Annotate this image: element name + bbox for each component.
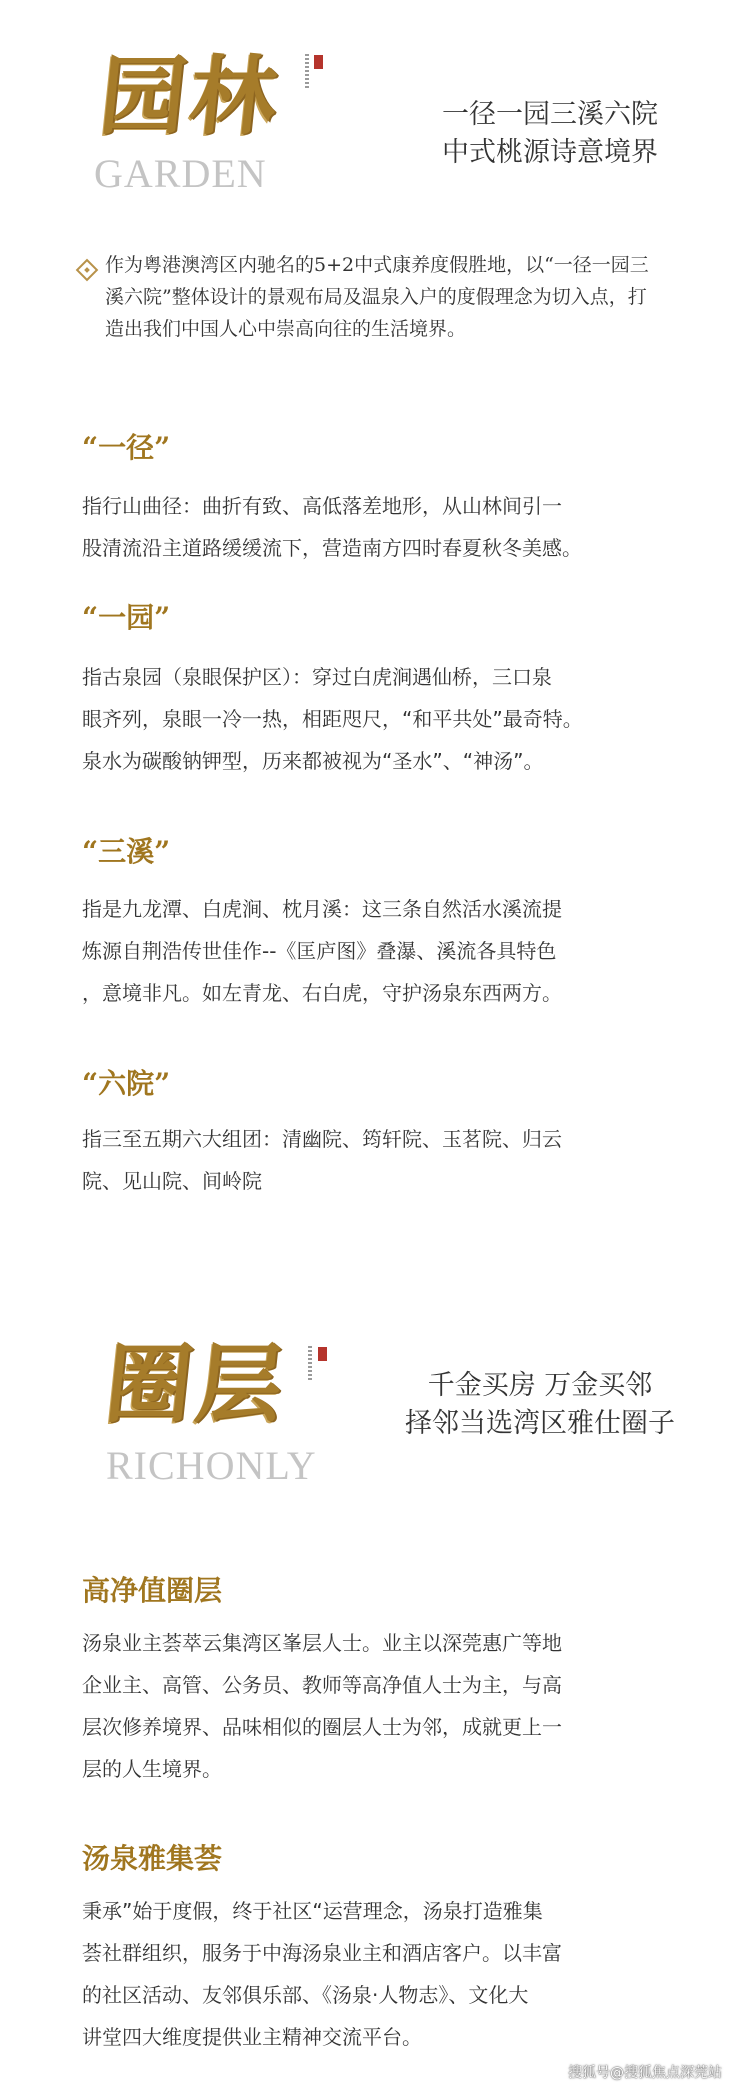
text-line: 荟社群组织，服务于中海汤泉业主和酒店客户。以丰富	[82, 1941, 562, 1965]
text-line: 院、见山院、间岭院	[82, 1169, 262, 1193]
section-heading-yijing: “一径”	[82, 431, 171, 464]
richonly-calligraphy-title: 圈层	[100, 1334, 292, 1435]
text-line: 泉水为碳酸钠钾型，历来都被视为“圣水”、“神汤”。	[82, 749, 544, 773]
section-heading-sanxi: “三溪”	[82, 835, 171, 868]
garden-intro: 作为粤港澳湾区内驰名的5+2中式康养度假胜地，以“一径一园三溪六院”整体设计的景观布局及温泉入户的度假理念为切入点，打造出我们中国人心中崇高向往的生活境界。	[105, 254, 649, 340]
richonly-tagline-line-1: 千金买房 万金买邻	[427, 1370, 653, 1401]
diamond-bullet-icon	[76, 259, 99, 282]
text-line: 讲堂四大维度提供业主精神交流平台。	[82, 2025, 422, 2049]
section-body-liuyuan	[82, 1118, 692, 1202]
richonly-english-title: RICHONLY	[106, 1443, 317, 1488]
red-seal-icon	[318, 1347, 327, 1361]
vertical-text-mark	[305, 54, 309, 88]
text-line: 眼齐列，泉眼一冷一热，相距咫尺，“和平共处”最奇特。	[82, 707, 583, 731]
section-body-yijing	[82, 485, 682, 569]
text-line: 炼源自荆浩传世佳作--《匡庐图》叠瀑、溪流各具特色	[82, 939, 557, 963]
vertical-text-mark	[308, 1346, 312, 1380]
section-heading-liuyuan: “六院”	[82, 1067, 171, 1100]
section-heading-yajihui: 汤泉雅集荟	[82, 1842, 223, 1875]
text-line: 汤泉业主荟萃云集湾区峯层人士。业主以深莞惠广等地	[82, 1631, 562, 1655]
text-line: 层次修养境界、品味相似的圈层人士为邻，成就更上一	[82, 1715, 562, 1739]
richonly-tagline-line-2: 择邻当选湾区雅仕圈子	[405, 1408, 675, 1439]
text-line: 指是九龙潭、白虎涧、枕月溪：这三条自然活水溪流提	[82, 897, 562, 921]
section-body-high-net-worth	[82, 1622, 692, 1790]
text-line: ，意境非凡。如左青龙、右白虎，守护汤泉东西两方。	[82, 981, 562, 1005]
text-line: 层的人生境界。	[82, 1757, 222, 1781]
section-heading-high-net-worth: 高净值圈层	[82, 1574, 223, 1607]
section-body-sanxi	[82, 888, 692, 1014]
text-line: 的社区活动、友邻俱乐部、《汤泉·人物志》、文化大	[82, 1983, 529, 2007]
text-line: 企业主、高管、公务员、教师等高净值人士为主，与高	[82, 1673, 562, 1697]
text-line: 秉承”始于度假，终于社区“运营理念，汤泉打造雅集	[82, 1899, 543, 1923]
richonly-tagline	[380, 1367, 700, 1443]
garden-tagline-line-2: 中式桃源诗意境界	[442, 137, 658, 168]
text-line: 指古泉园（泉眼保护区）：穿过白虎涧遇仙桥，三口泉	[82, 665, 552, 689]
garden-calligraphy-title: 园林	[94, 46, 286, 147]
section-heading-yiyuan: “一园”	[82, 601, 171, 634]
text-line: 股清流沿主道路缓缓流下，营造南方四时春夏秋冬美感。	[82, 536, 582, 560]
garden-tagline	[410, 96, 690, 172]
text-line: 指行山曲径：曲折有致、高低落差地形，从山林间引一	[82, 494, 562, 518]
garden-english-title: GARDEN	[94, 151, 267, 196]
text-line: 指三至五期六大组团：清幽院、筠轩院、玉茗院、归云	[82, 1127, 562, 1151]
section-body-yiyuan	[82, 656, 692, 782]
section-body-yajihui	[82, 1890, 692, 2058]
red-seal-icon	[314, 55, 323, 69]
sohu-watermark: 搜狐号@搜狐焦点深莞站	[568, 2065, 722, 2081]
garden-tagline-line-1: 一径一园三溪六院	[442, 99, 658, 130]
